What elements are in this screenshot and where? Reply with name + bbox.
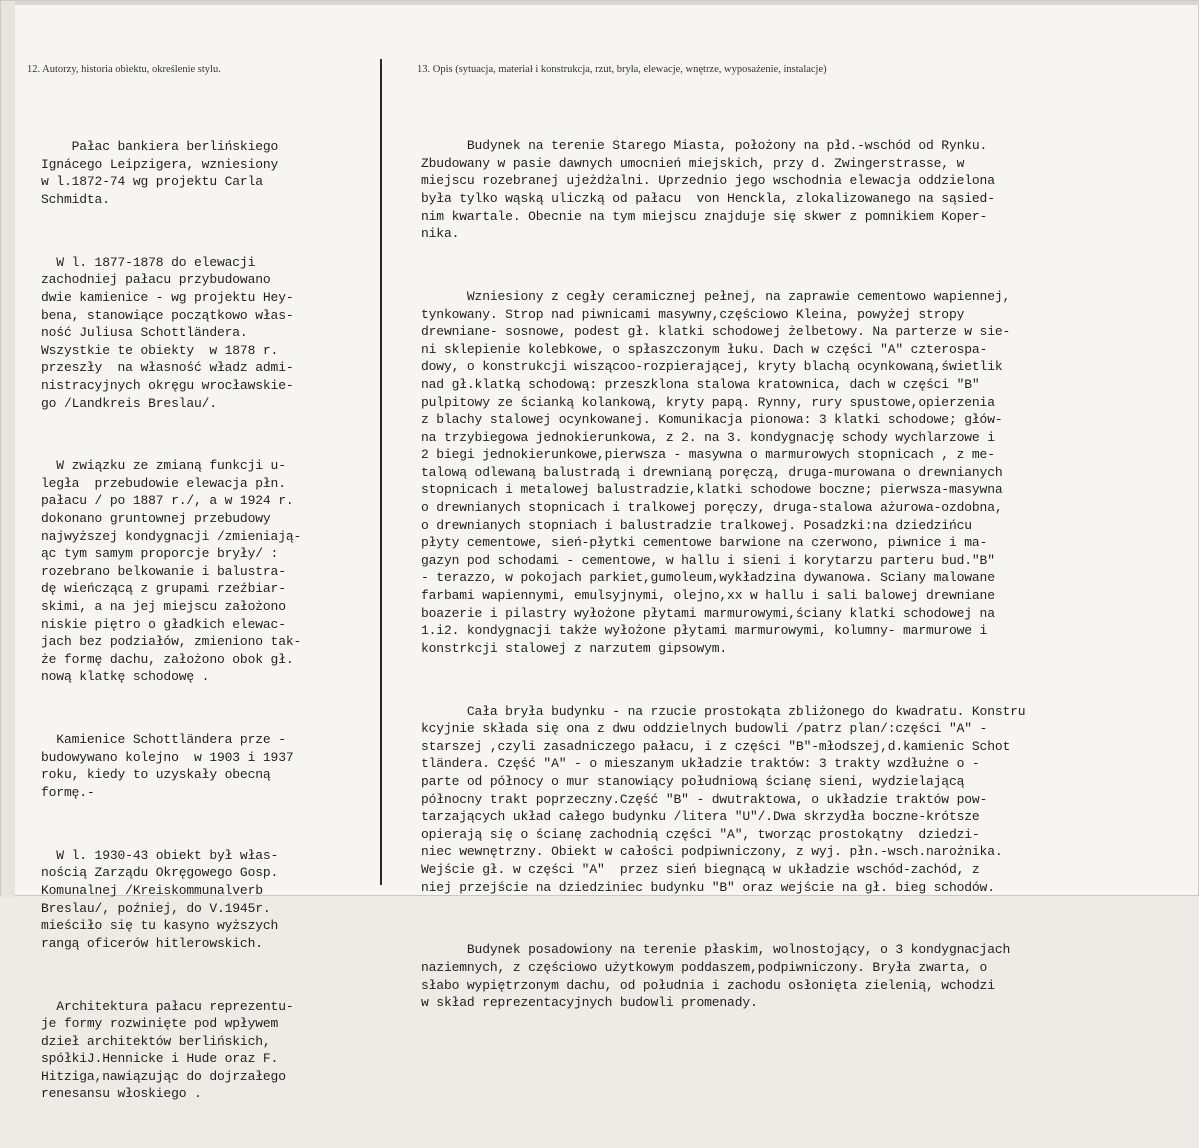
description-paragraph-4: Budynek posadowiony na terenie płaskim, wolnostojący, o 3 kondygnacjach naziemnych, z częściowo użytkowym poddaszem,podpiwniczony. Bryła zwarta, o słabo wypiętrzonym dachu, od południa i zachodu osłonięta zielenią, wchodzi w skład reprezentacyjnych budowli promenady. bbox=[421, 942, 1011, 1011]
sheet-left-edge bbox=[1, 1, 15, 897]
description-paragraph-1: Budynek na terenie Starego Miasta, położony na płd.-wschód od Rynku. Zbudowany w pasie dawnych umocnień miejskich, przy d. Zwingerstrasse, w miejscu rozebranej ujeżdżalni. Uprzednio jego wschodnia elewacja oddzielona była tylko wąską uliczką od pałacu von Henckla, zlokalizowanego na sąsied- nim kwartale. Obecnie na tym miejscu znajduje się skwer z pomnikiem Koper- nika. bbox=[421, 138, 995, 242]
description-paragraph-2: Wzniesiony z cegły ceramicznej pełnej, na zaprawie cementowo wapiennej, tynkowany. Strop nad piwnicami masywny,częściowo Kleina, powyżej stropy drewniane- sosnowe, podest gł. klatki schodowej żelbetowy. Na parterze w sie- ni sklepienie kolebkowe, o spłaszczonym łuku. Dach w części "A" czterospa- dowy, o konstrukcji wiszącoo-rozpierającej, kryty blachą ocynkowaną,świetlik nad gł.klatką schodową: przeszklona stalowa kratownica, dach w części "B" pulpitowy ze ścianką kolankową, kryty papą. Rynny, rury spustowe,opierzenia z blachy stalowej ocynkowanej. Komunikacja pionowa: 3 klatki schodowe; głów- na trzybiegowa jednokierunkowa, z 2. na 3. kondygnację schody wychlarzowe i 2 biegi jednokierunkowe,pierwsza - masywna o marmurowych stopnicach , z me- talową odlewaną balustradą i drewnianą poręczą, druga-murowana o drewnianych stopnicach i metalowej balustradzie,klatki schodowe boczne; pierwsza-masywna o drewnianych stopnicach i tralkowej poręczy, druga-stalowa ażurowa-ozdobna, o drewnianych stopniach i balustradzie tralkowej. Posadzki:na dziedzińcu płyty cementowe, sień-płytki cementowe barwione na czerwono, piwnice i ma- gazyn pod schodami - cementowe, w hallu i sieni i korytarzu parteru bud."B" - terazzo, w pokojach parkiet,gumoleum,wykładzina dywanowa. Sciany malowane farbami wapiennymi, emulsyjnymi, olejno,xx w hallu i sali balowej drewniane boazerie i pilastry wyłożone płytami marmurowymi,ściany klatki schodowej na 1.i2. kondygnacji także wyłożone płytami marmurowymi, kolumny- marmurowe i konstrkcji stalowej z narzutem gipsowym. bbox=[421, 288, 1011, 656]
description-column bbox=[421, 102, 1196, 1057]
description-paragraph-3: Cała bryła budynku - na rzucie prostokąta zbliżonego do kwadratu. Konstru kcyjnie składa się ona z dwu oddzielnych budowli /patrz plan/:części "A" - starszej ,czyli zasadniczego pałacu, i z części "B"-młodszej,d.kamienic Schot tländera. Część "A" - o mieszanym układzie traktów: 3 trakty wzdłużne o - parte od północy o mur stanowiący południową ścianę sieni, wydzielającą północny trakt poprzeczny.Część "B" - dwutraktowa, o układzie traktów pow- tarzających układ całego budynku /litera "U"/.Dwa skrzydła boczne-krótsze opierają się o ścianę zachodnią części "A", tworząc prostokątny dziedzi- niec wewnętrzny. Obiekt w całości podpiwniczony, z wyj. płn.-wsch.narożnika. Wejście gł. w części "A" przez sień biegnącą w układzie wschód-zachód, z niej przejście na dziedziniec budynku "B" oraz wejście na gł. bieg schodów. bbox=[421, 703, 1026, 895]
history-paragraph-2: W l. 1877-1878 do elewacji zachodniej pałacu przybudowano dwie kamienice - wg projektu Hey- bena, stanowiące początkowo włas- ność Juliusa Schottländera. Wszystkie te obiekty w 1878 r. przeszły na własność władz admi- nistracyjnych okręgu wrocławskie- go /Landkreis Breslau/. bbox=[41, 254, 294, 411]
history-column bbox=[41, 103, 386, 1148]
section-12-header: 12. Autorzy, historia obiektu, określenie stylu. bbox=[27, 64, 221, 75]
history-paragraph-6: Architektura pałacu reprezentu- je formy rozwinięte pod wpływem dzieł architektów berlińskich, spółkiJ.Hennicke i Hude oraz F. Hitziga,nawiązując do dojrzałego renesansu włoskiego . bbox=[41, 998, 294, 1102]
history-paragraph-1: Pałac bankiera berlińskiego Ignácego Leipzigera, wzniesiony w l.1872-74 wg projektu Carla Schmidta. bbox=[41, 139, 279, 207]
history-paragraph-4: Kamienice Schottländera prze - budowywano kolejno w 1903 i 1937 roku, kiedy to uzyskały obecną formę.- bbox=[41, 732, 294, 800]
sheet-top-edge bbox=[1, 1, 1199, 5]
history-paragraph-3: W związku ze zmianą funkcji u- legła przebudowie elewacja płn. pałacu / po 1887 r./, a w 1924 r. dokonano gruntownej przebudowy najwyższej kondygnacji /zmieniają- ąc tym samym proporcje bryły/ : rozebrano belkowanie i balustra- dę wieńczącą z grupami rzeźbiar- skimi, a na jej miejscu założono niskie piętro o gładkich elewac- jach bez podziałów, zmieniono tak- że formę dachu, założono obok gł. nową klatkę schodowę . bbox=[41, 458, 302, 685]
history-paragraph-5: W l. 1930-43 obiekt był włas- nością Zarządu Okręgowego Gosp. Komunalnej /Kreiskommunalverb Breslau/, poźniej, do V.1945r. mieściło się tu kasyno wyższych rangą oficerów hitlerowskich. bbox=[41, 847, 279, 951]
section-13-header: 13. Opis (sytuacja, materiał i konstrukcja, rzut, bryła, elewacje, wnętrze, wyposażenie, instalacje) bbox=[417, 64, 827, 75]
